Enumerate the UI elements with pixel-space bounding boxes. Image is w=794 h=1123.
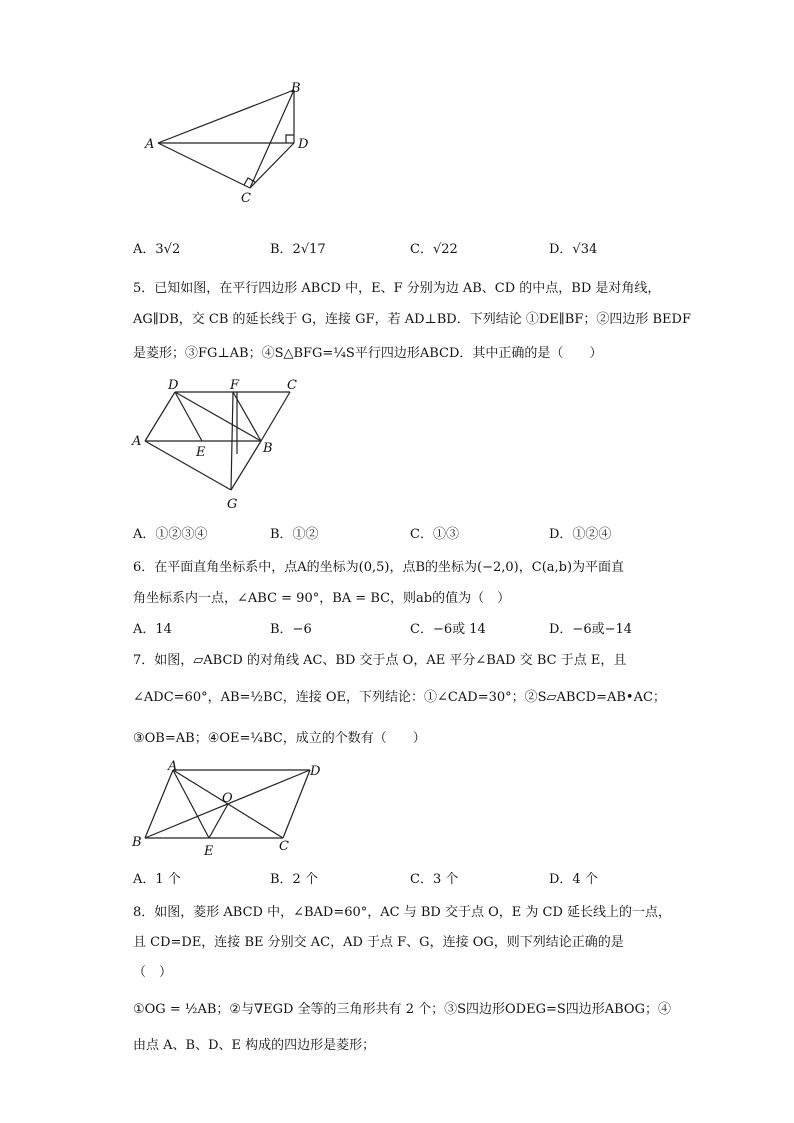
q6-option-a: A．14	[133, 622, 172, 637]
q5-option-a: A．①②③④	[133, 527, 208, 542]
q6-option-c: C．−6或 14	[410, 622, 486, 637]
q4-option-b: B．2√17	[270, 242, 326, 257]
q8-line-2: 且 CD=DE，连接 BE 分别交 AC，AD 于点 F、G，连接 OG，则下列结论正确的是	[133, 935, 624, 950]
label-D: D	[310, 764, 321, 779]
q7-line-1: 7．如图，▱ABCD 的对角线 AC、BD 交于点 O，AE 平分∠BAD 交 BC 于点 E，且	[133, 653, 627, 668]
q7-line-3: ③OB=AB；④OE=¼BC，成立的个数有（ ）	[133, 731, 426, 746]
q5-line-3: 是菱形；③FG⊥AB；④S△BFG=¼S平行四边形ABCD．其中正确的是（ ）	[133, 346, 603, 361]
label-D: D	[168, 378, 179, 393]
label-D: D	[298, 137, 309, 152]
label-E: E	[204, 844, 214, 858]
label-E: E	[196, 445, 206, 460]
q7-option-d: D．4 个	[549, 872, 598, 887]
q5-option-b: B．①②	[270, 527, 319, 542]
q4-option-c: C．√22	[410, 242, 458, 257]
q8-line-3: （ ）	[133, 965, 173, 980]
figure-q4	[140, 78, 310, 208]
label-B: B	[263, 441, 273, 456]
figure-q5	[130, 372, 310, 514]
q8-line-5: 由点 A、B、D、E 构成的四边形是菱形；	[133, 1038, 376, 1053]
label-A: A	[168, 759, 178, 774]
label-C: C	[241, 191, 251, 206]
q6-option-b: B．−6	[270, 622, 312, 637]
label-A: A	[132, 434, 142, 449]
label-G: G	[227, 497, 238, 512]
q6-line-2: 角坐标系内一点，∠ABC = 90°，BA = BC，则ab的值为（ ）	[133, 591, 511, 606]
q4-option-a: A．3√2	[133, 242, 181, 257]
label-B: B	[132, 835, 142, 850]
q5-line-1: 5．已知如图，在平行四边形 ABCD 中，E、F 分别为边 AB、CD 的中点，BD 是对角线，	[133, 281, 661, 296]
q8-line-1: 8．如图，菱形 ABCD 中，∠BAD=60°，AC 与 BD 交于点 O，E 为 CD 延长线上的一点，	[133, 905, 672, 920]
q6-option-d: D．−6或−14	[549, 622, 633, 637]
q7-option-a: A．1 个	[133, 872, 181, 887]
q5-line-2: AG∥DB，交 CB 的延长线于 G，连接 GF，若 AD⊥BD．下列结论 ①DE∥BF；②四边形 BEDF	[133, 312, 691, 327]
label-F: F	[230, 378, 240, 393]
figure-q7	[128, 758, 328, 858]
label-B: B	[291, 81, 301, 96]
label-O: O	[222, 791, 233, 806]
q7-option-b: B．2 个	[270, 872, 318, 887]
label-C: C	[287, 378, 297, 393]
q7-option-c: C．3 个	[410, 872, 459, 887]
label-C: C	[279, 839, 289, 854]
q7-line-2: ∠ADC=60°，AB=½BC，连接 OE，下列结论：①∠CAD=30°；②S▱ABCD=AB•AC；	[133, 690, 666, 705]
q6-line-1: 6．在平面直角坐标系中，点A的坐标为(0,5)，点B的坐标为(−2,0)，C(a,b)为平面直	[133, 560, 625, 575]
q5-option-c: C．①③	[410, 527, 459, 542]
q5-option-d: D．①②④	[549, 527, 612, 542]
label-A: A	[145, 137, 155, 152]
q8-line-4: ①OG = ½AB；②与∇EGD 全等的三角形共有 2 个；③S四边形ODEG=S四边形ABOG；④	[133, 1002, 671, 1017]
q4-option-d: D．√34	[549, 242, 598, 257]
